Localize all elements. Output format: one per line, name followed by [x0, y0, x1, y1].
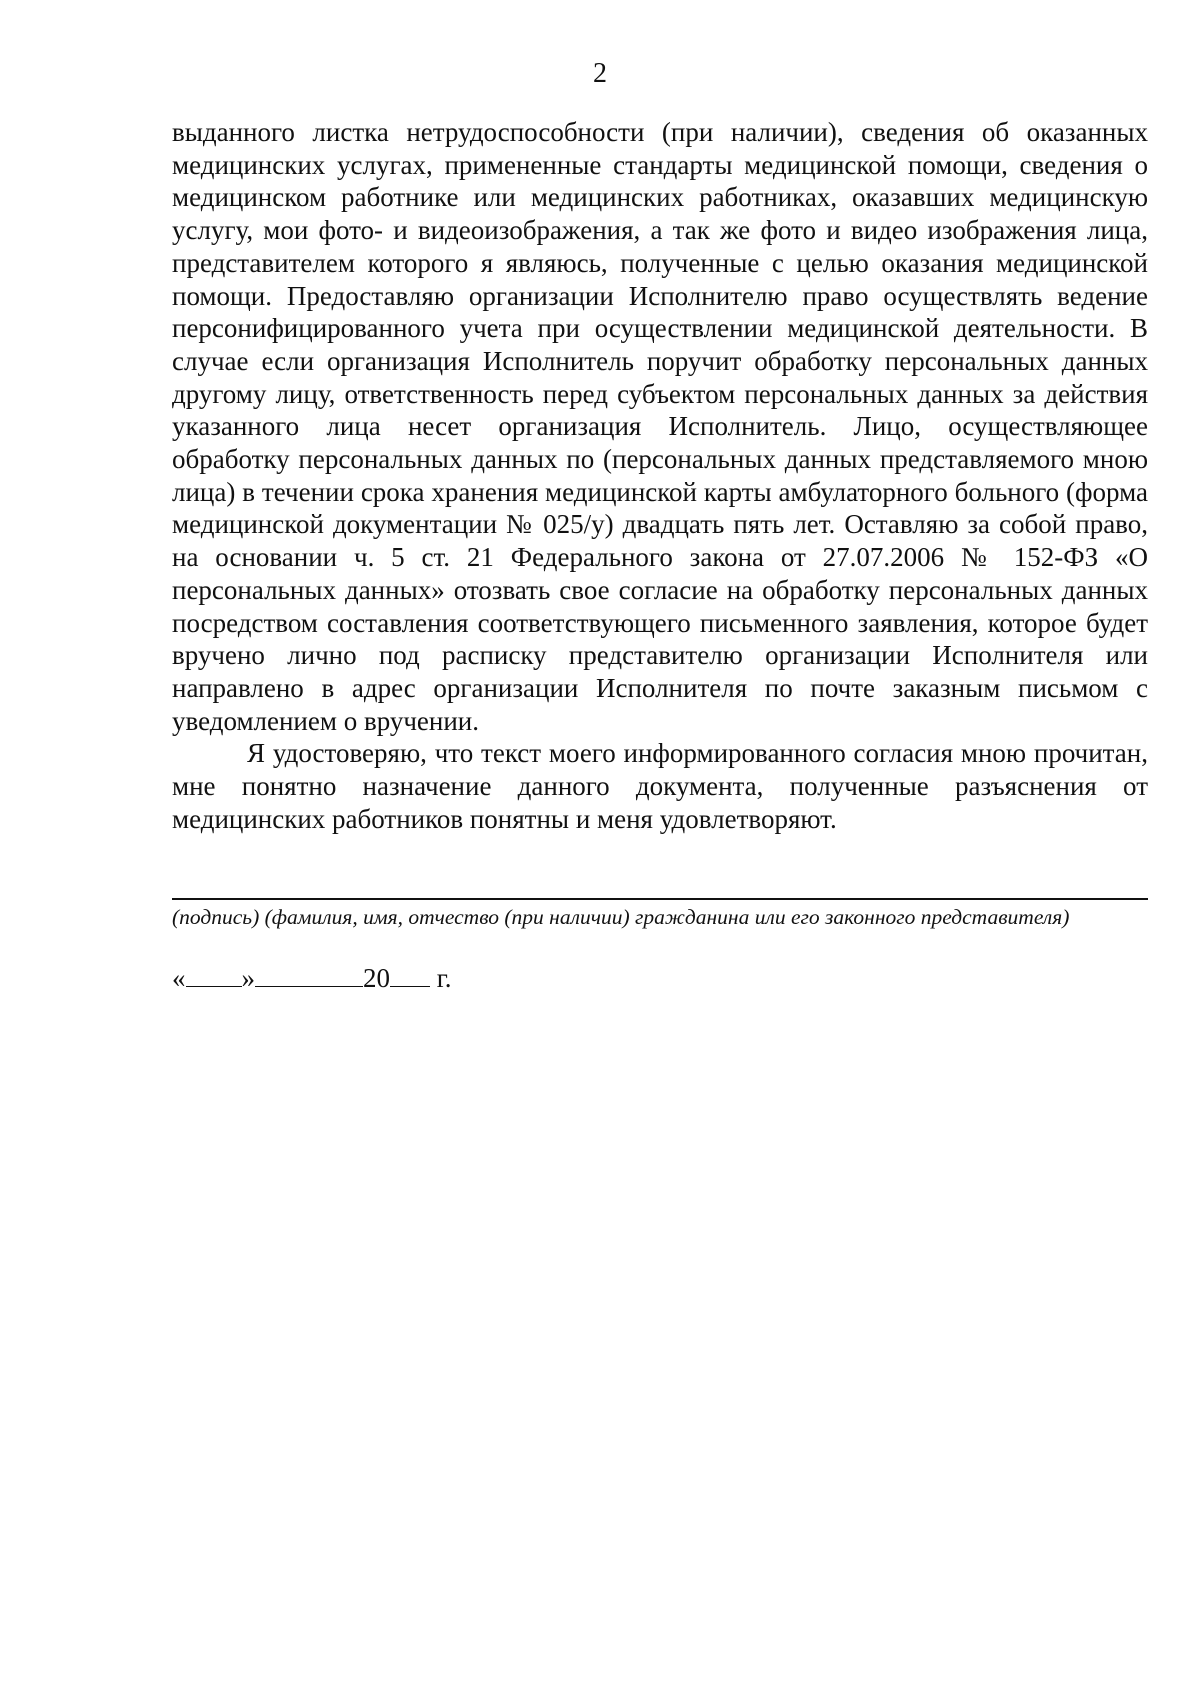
date-open-quote: « [172, 963, 186, 993]
signature-line [172, 898, 1148, 900]
date-close-quote: » [241, 963, 255, 993]
date-line [172, 960, 452, 994]
date-year-suffix: г. [436, 963, 452, 993]
date-year-blank [390, 960, 430, 987]
page-number: 2 [593, 58, 607, 89]
consent-paragraph-acknowledgement: Я удостоверяю, что текст моего информированного согласия мною прочитан, мне понятно назначение данного документа, полученные разъяснения от медицинских работников понятны и меня удовлетворяют. [172, 738, 1148, 834]
date-century: 20 [363, 963, 390, 993]
date-month-blank [255, 960, 363, 987]
date-day-blank [186, 960, 242, 987]
consent-body [172, 116, 1148, 835]
consent-paragraph-personal-data: выданного листка нетрудоспособности (при наличии), сведения об оказанных медицинских услугах, примененные стандарты медицинской помощи, сведения о медицинском работнике или медицинских работниках, оказавших медицинскую услугу, мои фото- и видеоизображения, а так же фото и видео изображения лица, представителем которого я являюсь, полученные с целью оказания медицинской помощи. Предоставляю организации Исполнителю право осуществлять ведение персонифицированного учета при осуществлении медицинской деятельности. В случае если организация Исполнитель поручит обработку персональных данных другому лицу, ответственность перед субъектом персональных данных за действия указанного лица несет организация Исполнитель. Лицо, осуществляющее обработку персональных данных по (персональных данных представляемого мною лица) в течении срока хранения медицинской карты амбулаторного больного (форма медицинской документации № 025/у) двадцать пять лет. Оставляю за собой право, на основании ч. 5 ст. 21 Федерального закона от 27.07.2006 № 152-ФЗ «О персональных данных» отозвать свое согласие на обработку персональных данных посредством составления соответствующего письменного заявления, которое будет вручено лично под расписку представителю организации Исполнителя или направлено в адрес организации Исполнителя по почте заказным письмом с уведомлением о вручении. [172, 117, 1148, 736]
signature-caption: (подпись) (фамилия, имя, отчество (при наличии) гражданина или его законного представителя) [172, 905, 1070, 929]
